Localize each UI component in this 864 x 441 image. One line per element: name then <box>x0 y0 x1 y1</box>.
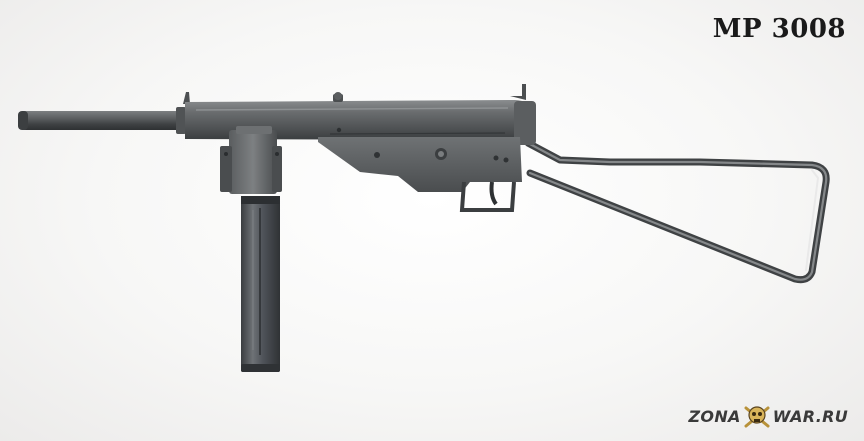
weapon-title: MP 3008 <box>712 14 846 44</box>
watermark-text-left: ZONA <box>688 406 741 426</box>
magazine <box>241 196 280 372</box>
trigger-guard <box>462 182 514 210</box>
skull-crossbones-icon <box>742 402 772 430</box>
barrel <box>18 107 186 134</box>
wire-stock <box>528 143 826 280</box>
site-watermark <box>689 401 848 431</box>
watermark-text-right: WAR.RU <box>772 406 848 426</box>
magazine-housing <box>220 126 282 194</box>
